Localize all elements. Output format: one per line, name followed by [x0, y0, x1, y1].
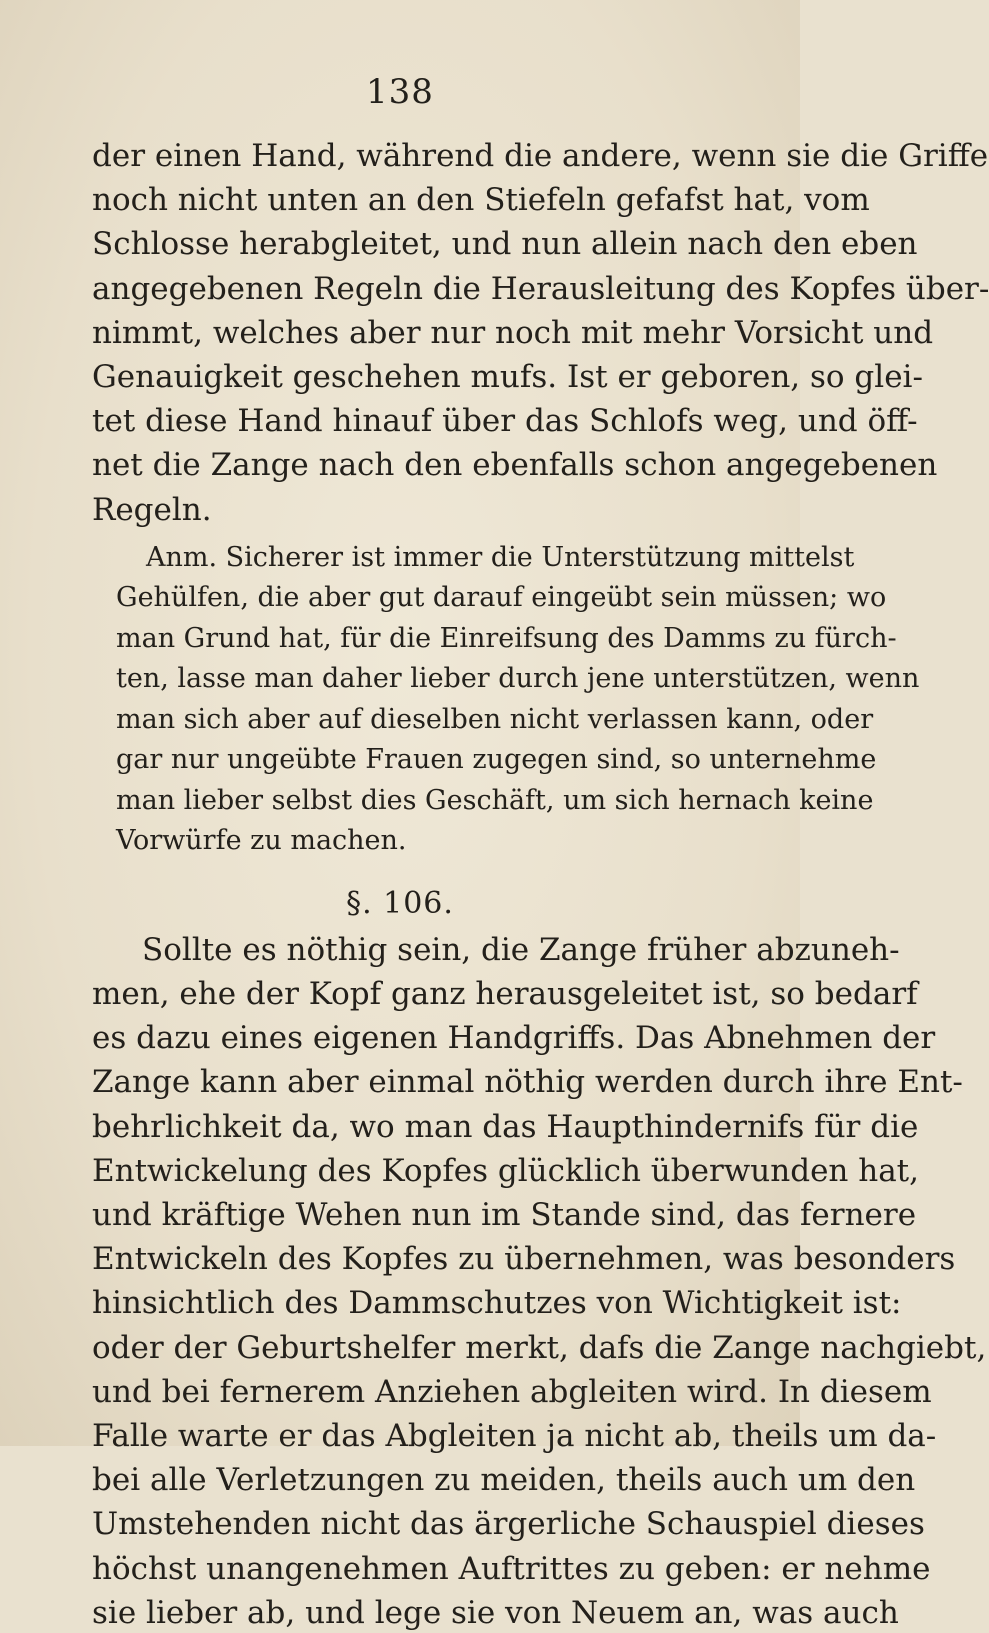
- note-line: Vorwürfe zu machen.: [116, 825, 407, 856]
- text-line: und bei fernerem Anziehen abgleiten wird. In diesem: [92, 1374, 932, 1410]
- text-line: Genauigkeit geschehen mufs. Ist er geboren, so glei-: [92, 359, 923, 395]
- text-line: behrlichkeit da, wo man das Haupthindernifs für die: [92, 1109, 919, 1145]
- text-line: noch nicht unten an den Stiefeln gefafst hat, vom: [92, 182, 870, 218]
- text-line: men, ehe der Kopf ganz herausgeleitet ist, so bedarf: [92, 976, 918, 1012]
- text-line: tet diese Hand hinauf über das Schlofs weg, und öff-: [92, 403, 918, 439]
- text-line: Entwickelung des Kopfes glücklich überwunden hat,: [92, 1153, 919, 1189]
- text-line: net die Zange nach den ebenfalls schon angegebenen: [92, 447, 938, 483]
- text-line: der einen Hand, während die andere, wenn sie die Griffe: [92, 138, 989, 174]
- text-line: Schlosse herabgleitet, und nun allein nach den eben: [92, 226, 918, 262]
- note-line: man Grund hat, für die Einreifsung des Damms zu fürch-: [116, 623, 897, 654]
- text-line: es dazu eines eigenen Handgriffs. Das Abnehmen der: [92, 1020, 936, 1056]
- text-line: Sollte es nöthig sein, die Zange früher abzuneh-: [142, 932, 900, 968]
- note-line: man sich aber auf dieselben nicht verlassen kann, oder: [116, 704, 874, 735]
- text-line: Falle warte er das Abgleiten ja nicht ab, theils um da-: [92, 1418, 937, 1454]
- text-line: Entwickeln des Kopfes zu übernehmen, was besonders: [92, 1241, 956, 1277]
- text-line: und kräftige Wehen nun im Stande sind, das fernere: [92, 1197, 917, 1233]
- text-line: nimmt, welches aber nur noch mit mehr Vorsicht und: [92, 315, 934, 351]
- text-line: Regeln.: [92, 492, 212, 528]
- text-line: bei alle Verletzungen zu meiden, theils auch um den: [92, 1462, 916, 1498]
- text-line: hinsichtlich des Dammschutzes von Wichtigkeit ist:: [92, 1285, 902, 1321]
- note-line: Gehülfen, die aber gut darauf eingeübt sein müssen; wo: [116, 582, 887, 613]
- text-line: Umstehenden nicht das ärgerliche Schauspiel dieses: [92, 1506, 925, 1542]
- text-line: Zange kann aber einmal nöthig werden durch ihre Ent-: [92, 1064, 963, 1100]
- text-line: angegebenen Regeln die Herausleitung des Kopfes über-: [92, 271, 989, 307]
- note-line: ten, lasse man daher lieber durch jene unterstützen, wenn: [116, 663, 920, 694]
- text-line: oder der Geburtshelfer merkt, dafs die Zange nachgiebt,: [92, 1330, 987, 1366]
- text-line: sie lieber ab, und lege sie von Neuem an, was auch: [92, 1595, 899, 1631]
- page-number: 138: [366, 72, 434, 112]
- text-line: höchst unangenehmen Auftrittes zu geben: er nehme: [92, 1551, 931, 1587]
- note-line: gar nur ungeübte Frauen zugegen sind, so unternehme: [116, 744, 877, 775]
- section-heading: §. 106.: [346, 886, 454, 921]
- note-line: man lieber selbst dies Geschäft, um sich hernach keine: [116, 785, 874, 816]
- note-line: Anm. Sicherer ist immer die Unterstützung mittelst: [146, 542, 855, 573]
